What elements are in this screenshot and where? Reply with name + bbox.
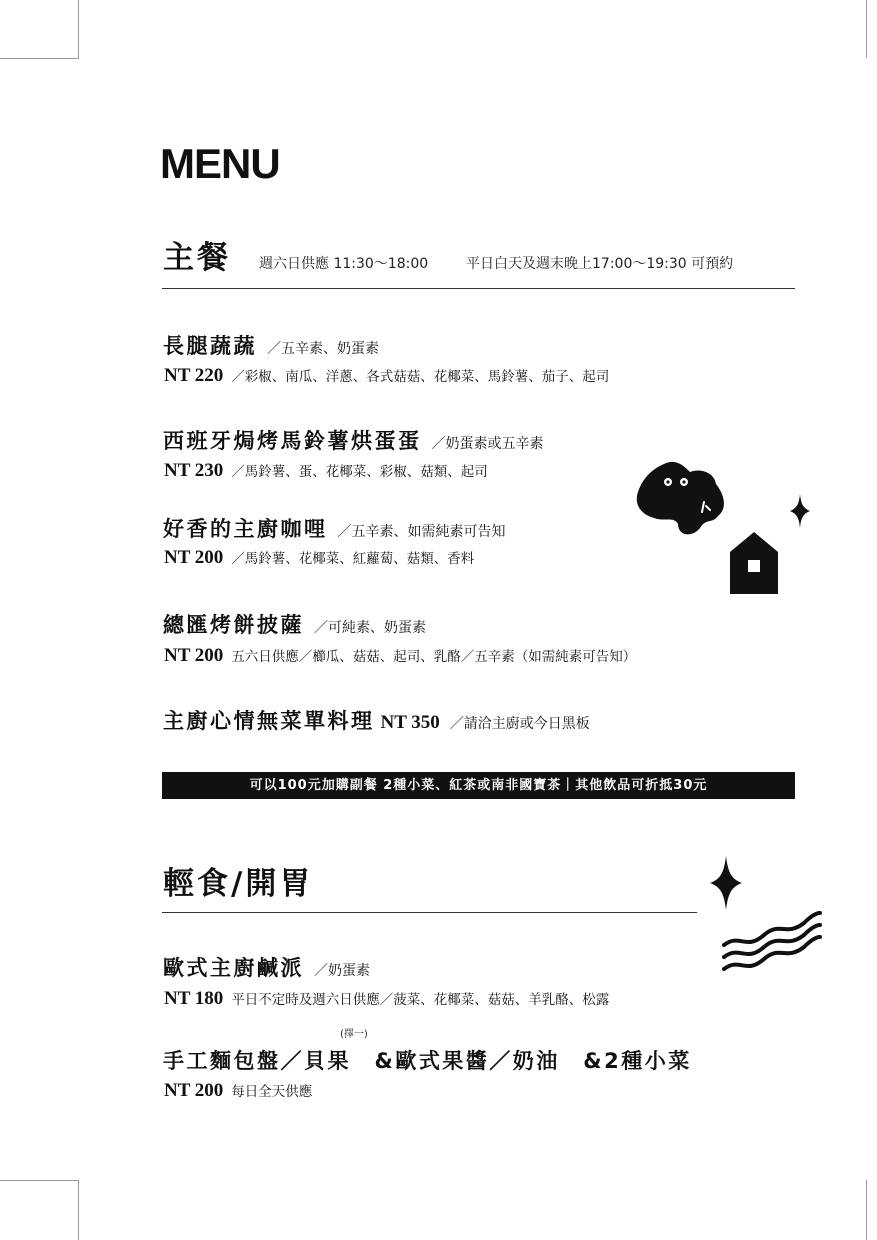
menu-item-desc: ／馬鈴薯、花椰菜、紅蘿蔔、菇類、香料 [231, 551, 475, 567]
crop-mark [78, 0, 79, 58]
section-divider [162, 912, 697, 913]
wave-lines-icon [720, 905, 824, 981]
menu-item-name: 好香的主廚咖哩 ／五辛素、如需純素可告知 [163, 517, 506, 541]
bread-item-name: 手工麵包盤／貝果 &歐式果醬／奶油 &2種小菜 [163, 1049, 692, 1073]
light-section-heading: 輕食/開胃 [163, 866, 314, 902]
sparkle-icon [790, 494, 810, 528]
menu-item-price-line [164, 365, 609, 387]
choose-one-note: (擇一) [340, 1029, 368, 1040]
sparkle-icon [710, 856, 742, 910]
menu-title: MENU [160, 140, 280, 187]
menu-item-price: NT 200 [164, 645, 224, 666]
menu-item-name: 西班牙焗烤馬鈴薯烘蛋蛋 ／奶蛋素或五辛素 [163, 429, 544, 453]
menu-item-price-line [164, 988, 609, 1010]
menu-item-price: NT 180 [164, 988, 224, 1009]
main-section-heading: 主餐 [163, 240, 231, 276]
menu-item-price: NT 230 [164, 460, 224, 481]
special-item-price: NT 350 [380, 712, 440, 733]
menu-item-name: 歐式主廚鹹派 ／奶蛋素 [163, 956, 370, 980]
menu-item-name: 總匯烤餅披薩 ／可純素、奶蛋素 [163, 613, 426, 637]
crop-mark [0, 1180, 79, 1181]
menu-item-desc: 每日全天供應 [231, 1084, 313, 1100]
main-reservation: 平日白天及週末晚上17:00～19:30 可預約 [466, 256, 734, 272]
crop-mark [866, 1180, 867, 1240]
menu-item-price: NT 200 [164, 547, 224, 568]
crop-mark [78, 1180, 79, 1240]
menu-item-price: NT 220 [164, 365, 224, 386]
section-divider [162, 288, 795, 289]
ghost-icon [634, 458, 730, 538]
menu-item-desc: 五六日供應／櫛瓜、菇菇、起司、乳酪／五辛素（如需純素可告知） [231, 649, 637, 665]
menu-item-price-line [164, 1080, 312, 1102]
crop-mark [866, 0, 867, 58]
menu-item-desc: ／彩椒、南瓜、洋蔥、各式菇菇、花椰菜、馬鈴薯、茄子、起司 [231, 369, 610, 385]
menu-item-price-line [164, 547, 474, 569]
main-hours: 週六日供應 11:30～18:00 [259, 256, 429, 272]
menu-item-price-line [164, 645, 636, 667]
special-item-desc: ／請洽主廚或今日黑板 [449, 716, 590, 732]
add-on-banner: 可以100元加購副餐 2種小菜、紅茶或南非國寶茶｜其他飲品可折抵30元 [162, 772, 795, 799]
crop-mark [0, 58, 79, 59]
special-item-name: 主廚心情無菜單料理 NT 350 ／請洽主廚或今日黑板 [163, 709, 590, 733]
house-icon [728, 530, 780, 596]
menu-item-price-line [164, 460, 488, 482]
menu-item-name: 長腿蔬蔬 ／五辛素、奶蛋素 [163, 334, 379, 358]
menu-item-desc: 平日不定時及週六日供應／菠菜、花椰菜、菇菇、羊乳酪、松露 [231, 992, 610, 1008]
menu-item-desc: ／馬鈴薯、蛋、花椰菜、彩椒、菇類、起司 [231, 464, 488, 480]
menu-item-price: NT 200 [164, 1080, 224, 1101]
